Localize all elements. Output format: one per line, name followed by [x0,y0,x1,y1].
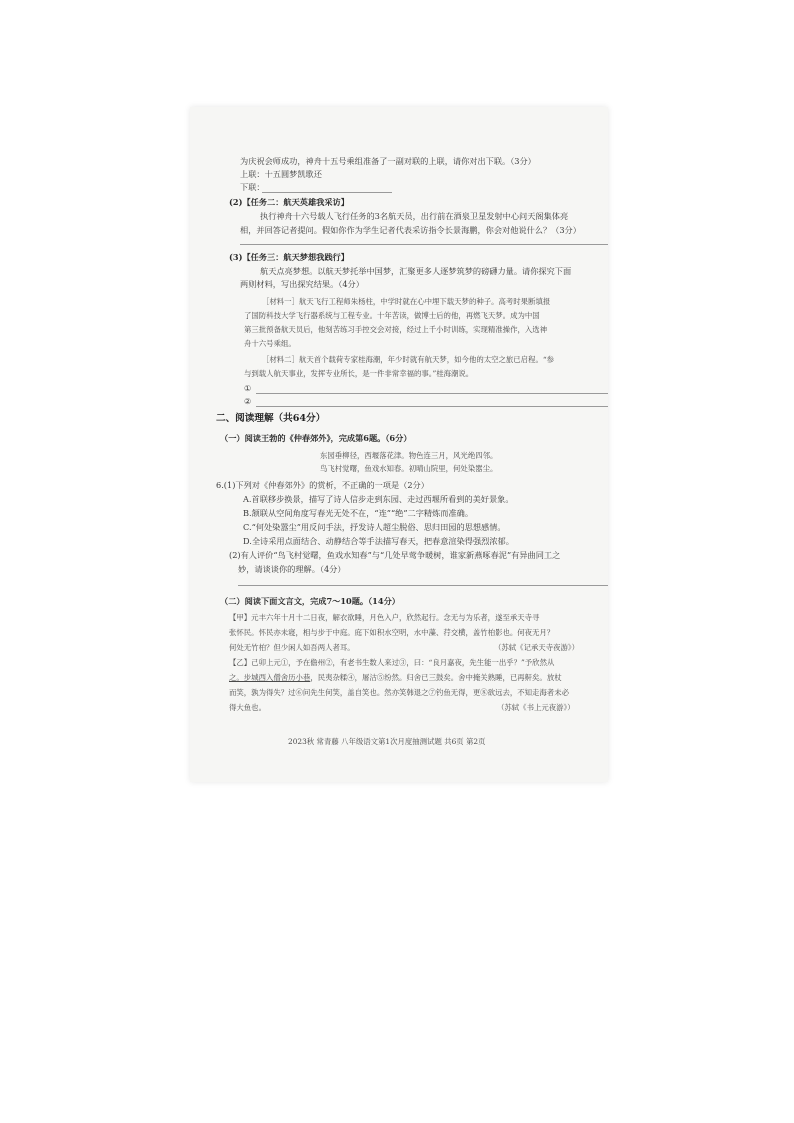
poem-line: 东园垂柳径，西堰落花津。物色连三月，风光绝四邻。 [320,451,498,460]
task3-text: 航天点亮梦想。以航天梦托举中国梦，汇聚更多人逐梦筑梦的磅礴力量。请你探究下面 [260,266,572,276]
task2-text: 执行神舟十六号载人飞行任务的3名航天员，出行前在酒泉卫星发射中心问天阁集体亮 [260,211,569,221]
prose-question-intro: （二）阅读下面文言文，完成7～10题。（14分） [220,596,400,606]
page-footer: 2023秋 常青藤 八年级语文第1次月度抽测试题 共6页 第2页 [288,737,486,746]
task1-upper-couplet: 上联：十五圆梦凯歌还 [240,169,322,179]
section-heading-reading: 二、阅读理解（共64分） [216,413,326,424]
task2-answer-line [240,244,608,245]
passage-yi-line: 【乙】己卯上元①，予在儋州②，有老书生数人来过③，曰：“良月嘉夜，先生能一出乎？”予欣然从 [229,658,555,667]
q6-part2: (2)有人评价“鸟飞村觉曙，鱼戏水知春”与“几处早莺争暖树，谁家新燕啄春泥”有异曲同工之 [229,550,561,560]
poem-question-intro: （一）阅读王勃的《仲春郊外》，完成第6题。（6分） [220,433,412,443]
material2-line: ［材料二］航天首个载荷专家桂海潮，年少时就有航天梦，如今他的太空之旅已启程。“参 [262,355,555,364]
q6-option-d: D.全诗采用点面结合、动静结合等手法描写春天，把春意渲染得强烈浓郁。 [243,536,514,546]
q6-option-b: B.颔联从空间角度写春光无处不在，“连”“绝”二字精炼而准确。 [243,508,474,518]
task1-intro: 为庆祝会师成功，神舟十五号乘组准备了一副对联的上联，请你对出下联。（3分） [240,156,536,166]
underlined-sentence: 之。步城西入僧舍历小巷 [229,673,311,682]
passage-yi-text: ，民夷杂糅④，屠沽⑤纷然。归舍已三鼓矣。舍中掩关熟睡，已再鼾矣。放杖 [310,673,562,682]
poem-line: 鸟飞村觉曙，鱼戏水知春。初晴山院里，何处染嚣尘。 [320,464,498,473]
material1-line: 第三批预备航天员后，他刻苦练习手控交会对接，经过上千小时训练，实现精准操作，入选神 [244,325,548,334]
q6-option-a: A.首联移步换景，描写了诗人信步走到东园、走过西堰所看到的美好景象。 [243,494,514,504]
passage-yi-line: 而笑，孰为得失？过⑥问先生何笑，盖自笑也。然亦笑韩退之⑦钓鱼无得，更⑧欲远去，不知走海者未必 [229,688,569,697]
q6-part2: 妙，请谈谈你的理解。（4分） [238,564,346,574]
material1-line: 舟十六号乘组。 [244,339,296,348]
passage-jia-line: 张怀民。怀民亦未寝，相与步于中庭。庭下如积水空明，水中藻、荇交横，盖竹柏影也。何夜无月？ [229,628,555,637]
answer-line-1 [256,393,608,394]
passage-yi-line: 得大鱼也。 [229,703,266,712]
passage-jia-line: 【甲】元丰六年十月十二日夜，解衣欲睡，月色入户，欣然起行。念无与为乐者，遂至承天寺寻 [229,613,540,622]
material2-line: 与到载人航天事业，发挥专业所长，是一件非常幸福的事。”桂海潮说。 [244,369,474,378]
passage-jia-source: （苏轼《记承天寺夜游》） [494,643,579,652]
passage-yi-line [229,672,562,683]
passage-yi-source: （苏轼《书上元夜游》） [497,703,575,712]
task2-text: 相，并回答记者提问。假如你作为学生记者代表采访指令长景海鹏，你会对他说什么？（3分） [240,225,581,235]
task3-heading: (3)【任务三：航天梦想我践行】 [229,252,349,262]
passage-jia-line: 何处无竹柏？但少闲人如吾两人者耳。 [229,643,355,652]
task1-answer-line [262,192,392,193]
q6-answer-line [238,585,608,586]
answer-line-2 [256,406,608,407]
answer-marker-2: ② [244,396,252,406]
answer-marker-1: ① [244,383,252,393]
task3-text: 两则材料，写出探究结果。（4分） [240,279,364,289]
material1-line: ［材料一］航天飞行工程师朱杨柱，中学时就在心中埋下载天梦的种子。高考时果断填报 [262,297,551,306]
task1-lower-label: 下联： [240,182,265,192]
q6-option-c: C.“何处染嚣尘”用反问手法，抒发诗人超尘脱俗、思归田园的思想感情。 [243,522,506,532]
task2-heading: (2)【任务二：航天英雄我采访】 [229,197,349,207]
q6-part1: 6.(1)下列对《仲春郊外》的赏析，不正确的一项是（2分） [216,480,429,490]
material1-line: 了国防科技大学飞行器系统与工程专业。十年苦读，做博士后的他，再燃飞天梦。成为中国 [244,311,540,320]
